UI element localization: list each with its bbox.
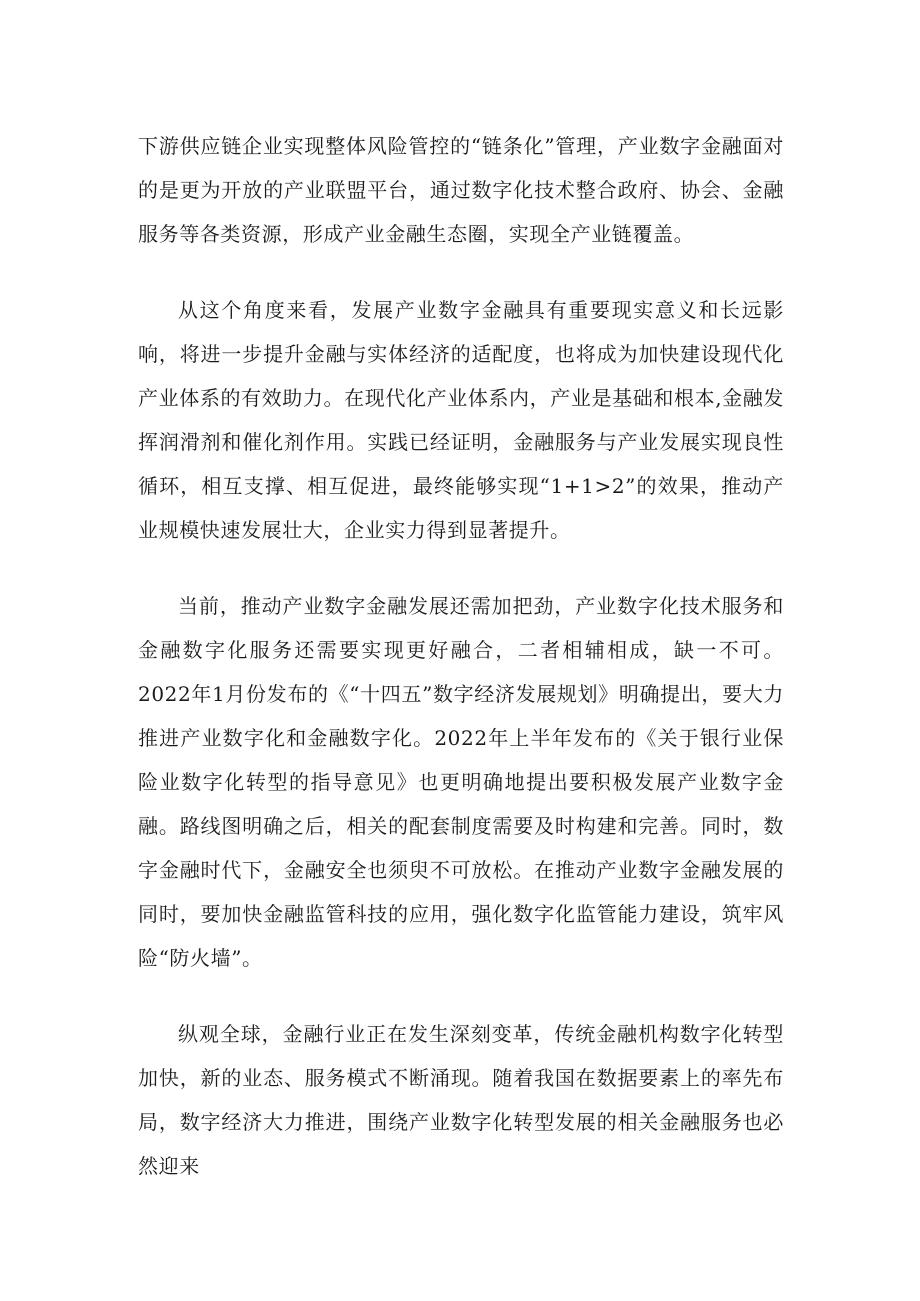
document-body	[138, 124, 784, 1220]
paragraph-4: 纵观全球，金融行业正在发生深刻变革，传统金融机构数字化转型加快，新的业态、服务模式不断涌现。随着我国在数据要素上的率先布局，数字经济大力推进，围绕产业数字化转型发展的相关金融服务也必然迎来	[138, 1022, 784, 1178]
paragraph-2: 从这个角度来看，发展产业数字金融具有重要现实意义和长远影响，将进一步提升金融与实体经济的适配度，也将成为加快建设现代化产业体系的有效助力。在现代化产业体系内，产业是基础和根本,金融发挥润滑剂和催化剂作用。实践已经证明，金融服务与产业发展实现良性循环，相互支撑、相互促进，最终能够实现“1+1>2”的效果，推动产业规模快速发展壮大，企业实力得到显著提升。	[138, 298, 784, 542]
paragraph-3: 当前，推动产业数字金融发展还需加把劲，产业数字化技术服务和金融数字化服务还需要实现更好融合，二者相辅相成，缺一不可。2022年1月份发布的《“十四五”数字经济发展规划》明确提出，要大力推进产业数字化和金融数字化。2022年上半年发布的《关于银行业保险业数字化转型的指导意见》也更明确地提出要积极发展产业数字金融。路线图明确之后，相关的配套制度需要及时构建和完善。同时，数字金融时代下，金融安全也须臾不可放松。在推动产业数字金融发展的同时，要加快金融监管科技的应用，强化数字化监管能力建设，筑牢风险“防火墙”。	[138, 594, 784, 970]
paragraph-1: 下游供应链企业实现整体风险管控的“链条化”管理，产业数字金融面对的是更为开放的产业联盟平台，通过数字化技术整合政府、协会、金融服务等各类资源，形成产业金融生态圈，实现全产业链覆盖。	[138, 134, 784, 246]
